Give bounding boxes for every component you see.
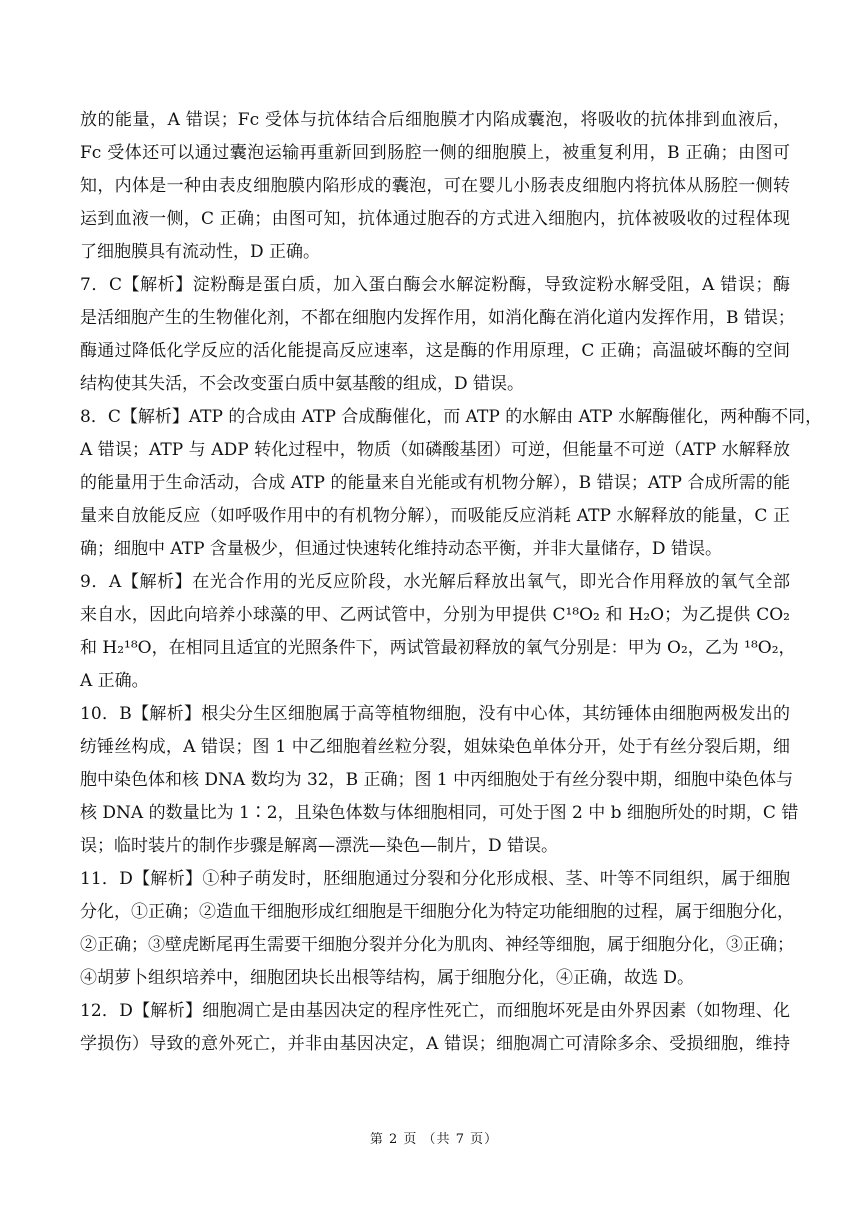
answer-9-line: 9．A【解析】在光合作用的光反应阶段，水光解后释放出氧气，即光合作用释放的氧气全部 (80, 572, 790, 592)
text-line: A 正确。 (80, 671, 149, 691)
text-line: 来自水，因此向培养小球藻的甲、乙两试管中，分别为甲提供 C¹⁸O₂ 和 H₂O；为乙提供 CO₂ (80, 605, 790, 625)
text-line: 分化，①正确；②造血干细胞形成红细胞是干细胞分化为特定功能细胞的过程，属于细胞分化， (80, 902, 794, 922)
text-line: 酶通过降低化学反应的活化能提高反应速率，这是酶的作用原理，C 正确；高温破坏酶的空间 (80, 341, 790, 361)
text-line: 的能量用于生命活动，合成 ATP 的能量来自光能或有机物分解），B 错误；ATP 合成所需的能 (80, 473, 790, 493)
text-line: 和 H₂¹⁸O，在相同且适宜的光照条件下，两试管最初释放的氧气分别是：甲为 O₂，乙为 ¹⁸O₂， (80, 638, 796, 658)
text-line: 确；细胞中 ATP 含量极少，但通过快速转化维持动态平衡，并非大量储存，D 错误。 (80, 539, 722, 559)
text-line: 核 DNA 的数量比为 1∶2，且染色体数与体细胞相同，可处于图 2 中 b 细胞所处的时期，C 错 (80, 803, 799, 823)
text-line: Fc 受体还可以通过囊泡运输再重新回到肠腔一侧的细胞膜上，被重复利用，B 正确；由图可 (80, 143, 790, 163)
answer-10-line: 10．B【解析】根尖分生区细胞属于高等植物细胞，没有中心体，其纺锤体由细胞两极发出的 (80, 704, 790, 724)
text-line: 胞中染色体和核 DNA 数均为 32，B 正确；图 1 中丙细胞处于有丝分裂中期，细胞中染色体与 (80, 770, 794, 790)
text-line: 是活细胞产生的生物催化剂，不都在细胞内发挥作用，如消化酶在消化道内发挥作用，B 错误； (80, 308, 795, 328)
answer-11-line: 11．D【解析】①种子萌发时，胚细胞通过分裂和分化形成根、茎、叶等不同组织，属于细胞 (80, 869, 790, 889)
answer-8-line: 8．C【解析】ATP 的合成由 ATP 合成酶催化，而 ATP 的水解由 ATP 水解酶催化，两种酶不同， (80, 407, 823, 427)
text-line: A 错误；ATP 与 ADP 转化过程中，物质（如磷酸基团）可逆，但能量不可逆（ATP 水解释放 (80, 440, 790, 460)
text-line: 误；临时装片的制作步骤是解离—漂洗—染色—制片，D 错误。 (80, 836, 559, 856)
text-line: 量来自放能反应（如呼吸作用中的有机物分解），而吸能反应消耗 ATP 水解释放的能量，C 正 (80, 506, 790, 526)
document-body (80, 104, 823, 1061)
answer-7-line: 7．C【解析】淀粉酶是蛋白质，加入蛋白酶会水解淀粉酶，导致淀粉水解受阻，A 错误；酶 (80, 275, 790, 295)
text-line: 了细胞膜具有流动性，D 正确。 (80, 242, 321, 262)
text-line: 纺锤丝构成，A 错误；图 1 中乙细胞着丝粒分裂，姐妹染色单体分开，处于有丝分裂后期，细 (80, 737, 790, 757)
text-line: ②正确；③壁虎断尾再生需要干细胞分裂并分化为肌肉、神经等细胞，属于细胞分化，③正确； (80, 935, 794, 955)
page-footer: 第 2 页 （共 7 页） (369, 1132, 499, 1147)
text-line: 放的能量，A 错误；Fc 受体与抗体结合后细胞膜才内陷成囊泡，将吸收的抗体排到血液后， (80, 110, 790, 130)
text-line: 学损伤）导致的意外死亡，并非由基因决定，A 错误；细胞凋亡可清除多余、受损细胞，维持 (80, 1034, 790, 1054)
text-line: ④胡萝卜组织培养中，细胞团块长出根等结构，属于细胞分化，④正确，故选 D。 (80, 968, 695, 988)
text-line: 结构使其失活，不会改变蛋白质中氨基酸的组成，D 错误。 (80, 374, 525, 394)
answer-12-line: 12．D【解析】细胞凋亡是由基因决定的程序性死亡，而细胞坏死是由外界因素（如物理、化 (80, 1001, 790, 1021)
text-line: 知，内体是一种由表皮细胞膜内陷形成的囊泡，可在婴儿小肠表皮细胞内将抗体从肠腔一侧转 (80, 176, 790, 196)
text-line: 运到血液一侧，C 正确；由图可知，抗体通过胞吞的方式进入细胞内，抗体被吸收的过程体现 (80, 209, 790, 229)
